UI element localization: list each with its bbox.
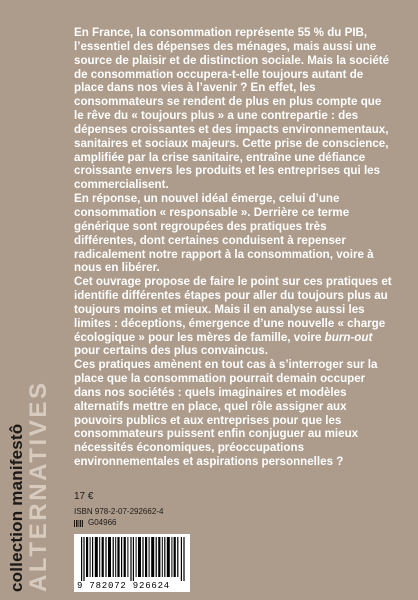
blurb-emphasis: burn-out xyxy=(324,330,373,344)
product-code-row xyxy=(74,518,163,528)
collection-label xyxy=(6,380,56,592)
blurb-paragraph-3 xyxy=(74,275,392,358)
isbn: ISBN 978-2-07-292662-4 xyxy=(74,507,164,516)
blurb-text xyxy=(74,26,392,469)
blurb-paragraph-2: En réponse, un nouvel idéal émerge, celui d’une consommation « responsable ». Derrière ce terme générique sont regroupées des pratiques très différentes, dont certaines conduisent à repenser radicalement notre rapport à la consommation, voire à nous en libérer. xyxy=(74,192,374,275)
blurb-paragraph-1: En France, la consommation représente 55 % du PIB, l’essentiel des dépenses des ménages, mais aussi une source de plaisir et de distinction sociale. Mais la société de consommation occupera-t-elle toujours autant de place dans nos vies à l’avenir ? En effet, les consommateurs se rendent de plus en plus compte que le rêve du « toujours plus » a une contrepartie : des dépenses croissantes et des impacts environnementaux, sanitaires et sociaux majeurs. Cette prise de conscience, amplifiée par la crise sanitaire, entraîne une défiance croissante envers les produits et les entreprises qui les commercialisent. xyxy=(74,26,390,192)
barcode-digits: 9 782072 926624 xyxy=(77,581,171,591)
product-code: G04966 xyxy=(88,518,117,527)
blurb-paragraph-3-tail: pour certains des plus convaincus. xyxy=(74,344,268,358)
book-meta xyxy=(74,491,163,528)
barcode-bars-graphic xyxy=(81,537,185,581)
ean-barcode xyxy=(74,534,190,592)
collection-name: collection manifestô xyxy=(7,423,26,592)
barcode-scan-icon xyxy=(74,520,83,527)
collection-subtitle: ALTERNATIVES xyxy=(25,380,52,592)
price: 17 € xyxy=(74,491,94,502)
blurb-paragraph-4: Ces pratiques amènent en tout cas à s’interroger sur la place que la consommation pourrait demain occuper dans nos sociétés : quels imaginaires et modèles alternatifs mettre en place, quel rôle assigner aux pouvoirs publics et aux entreprises pour que les consommateurs puissent enfin conjuguer au mieux nécessités économiques, préoccupations environnementales et aspirations personnelles ? xyxy=(74,358,378,469)
blurb-paragraph-3-lead: Cet ouvrage propose de faire le point sur ces pratiques et identifie différentes étapes pour aller du toujours plus au toujours moins et mieux. Mais il en analyse aussi les limites : déceptions, émergence d’une nouvelle « charge écologique » pour les mères de famille, voire xyxy=(74,275,392,344)
